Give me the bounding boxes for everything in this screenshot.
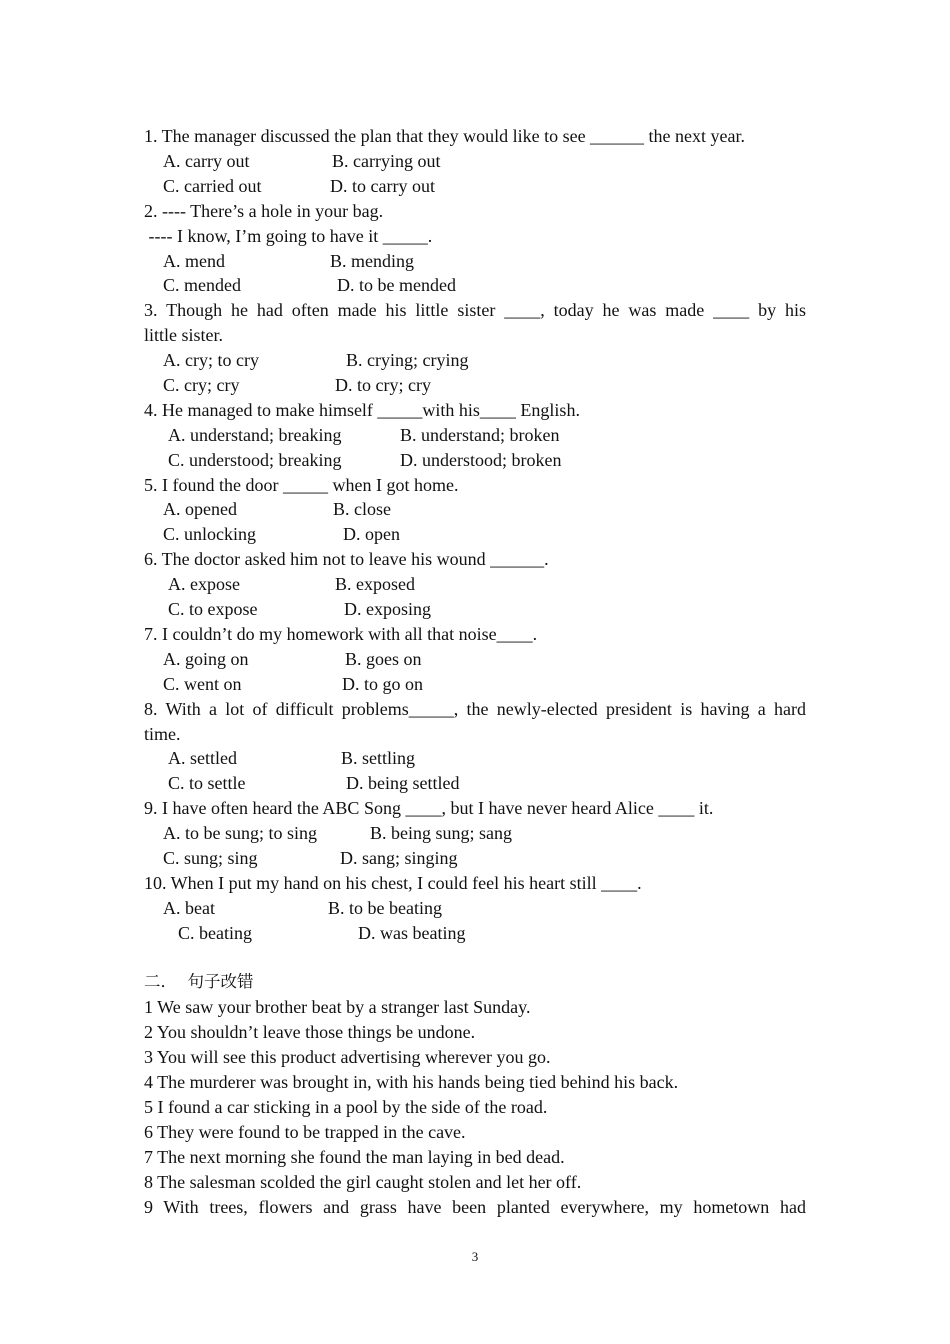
page-number: 3 (471, 1249, 479, 1264)
correction-item: 3 You will see this product advertising wherever you go. (144, 1047, 551, 1068)
question-stem: ---- I know, I’m going to have it _____. (144, 225, 433, 246)
option-c: C. beating (178, 922, 252, 943)
correction-item: 6 They were found to be trapped in the cave. (144, 1121, 466, 1142)
option-a: A. beat (163, 897, 215, 918)
option-a: A. going on (163, 648, 249, 669)
question-3 (144, 298, 806, 398)
option-b: B. mending (330, 250, 414, 271)
correction-item: 9 With trees, flowers and grass have been planted everywhere, my hometown had (144, 1196, 806, 1217)
question-stem: 4. He managed to make himself _____with his____ English. (144, 399, 580, 420)
option-row (144, 497, 806, 522)
option-c: C. went on (163, 673, 242, 694)
question-stem: 6. The doctor asked him not to leave his wound ______. (144, 549, 549, 570)
option-c: C. sung; sing (163, 848, 258, 869)
option-row (144, 821, 806, 846)
option-d: D. sang; singing (340, 848, 458, 869)
option-row (144, 921, 806, 946)
option-row (144, 174, 806, 199)
question-stem: 9. I have often heard the ABC Song ____, but I have never heard Alice ____ it. (144, 798, 714, 819)
option-d: D. to be mended (337, 275, 456, 296)
option-b: B. being sung; sang (370, 823, 512, 844)
question-stem: 8. With a lot of difficult problems_____, the newly-elected president is having a hard (144, 698, 806, 719)
option-row (144, 249, 806, 274)
option-row (144, 771, 806, 796)
question-6 (144, 547, 806, 622)
option-row (144, 149, 806, 174)
option-d: D. to carry out (330, 175, 435, 196)
option-c: C. to expose (168, 599, 258, 620)
option-row (144, 522, 806, 547)
question-stem: 3. Though he had often made his little sister ____, today he was made ____ by his (144, 300, 806, 321)
option-b: B. exposed (335, 574, 415, 595)
option-row (144, 348, 806, 373)
option-a: A. cry; to cry (163, 350, 259, 371)
option-d: D. understood; broken (400, 449, 562, 470)
question-7 (144, 622, 806, 697)
option-row (144, 572, 806, 597)
question-stem: time. (144, 723, 181, 744)
option-c: C. carried out (163, 175, 262, 196)
option-d: D. to cry; cry (335, 374, 431, 395)
option-row (144, 273, 806, 298)
option-b: B. carrying out (332, 150, 441, 171)
question-8 (144, 697, 806, 797)
option-c: C. unlocking (163, 524, 256, 545)
question-stem: 2. ---- There’s a hole in your bag. (144, 200, 384, 221)
question-stem: 10. When I put my hand on his chest, I could feel his heart still ____. (144, 872, 642, 893)
question-2 (144, 199, 806, 299)
question-1 (144, 124, 806, 199)
option-d: D. exposing (344, 599, 431, 620)
correction-item: 4 The murderer was brought in, with his hands being tied behind his back. (144, 1072, 679, 1093)
option-c: C. understood; breaking (168, 449, 342, 470)
option-row (144, 672, 806, 697)
correction-item: 7 The next morning she found the man laying in bed dead. (144, 1146, 565, 1167)
option-d: D. was beating (358, 922, 466, 943)
option-b: B. understand; broken (400, 424, 560, 445)
option-c: C. mended (163, 275, 241, 296)
option-row (144, 423, 806, 448)
option-c: C. to settle (168, 773, 246, 794)
option-a: A. understand; breaking (168, 424, 342, 445)
option-row (144, 647, 806, 672)
option-a: A. to be sung; to sing (163, 823, 318, 844)
option-a: A. expose (168, 574, 240, 595)
question-stem: 1. The manager discussed the plan that they would like to see ______ the next year. (144, 126, 746, 146)
correction-item: 5 I found a car sticking in a pool by the side of the road. (144, 1097, 548, 1118)
option-row (144, 373, 806, 398)
option-row (144, 746, 806, 771)
exercise-content (144, 124, 806, 1220)
option-a: A. carry out (163, 150, 250, 171)
option-row (144, 448, 806, 473)
option-a: A. mend (163, 250, 225, 271)
option-c: C. cry; cry (163, 374, 240, 395)
option-row (144, 896, 806, 921)
question-4 (144, 398, 806, 473)
option-d: D. to go on (342, 673, 423, 694)
option-a: A. opened (163, 499, 237, 520)
question-10 (144, 871, 806, 946)
option-b: B. crying; crying (346, 350, 469, 371)
question-stem: 7. I couldn’t do my homework with all that noise____. (144, 623, 538, 644)
question-9 (144, 796, 806, 871)
correction-item: 2 You shouldn’t leave those things be undone. (144, 1022, 476, 1043)
option-d: D. being settled (346, 773, 460, 794)
option-b: B. settling (341, 748, 416, 769)
option-row (144, 597, 806, 622)
option-a: A. settled (168, 748, 237, 769)
option-b: B. to be beating (328, 897, 442, 918)
section-title: 二． 句子改错 (144, 972, 254, 992)
section-error-correction (144, 970, 806, 1219)
correction-item: 1 We saw your brother beat by a stranger last Sunday. (144, 997, 531, 1018)
correction-item: 8 The salesman scolded the girl caught stolen and let her off. (144, 1171, 582, 1192)
option-row (144, 846, 806, 871)
question-5 (144, 473, 806, 548)
option-b: B. close (333, 499, 391, 520)
option-d: D. open (343, 524, 400, 545)
option-b: B. goes on (345, 648, 422, 669)
question-stem: little sister. (144, 325, 223, 346)
question-stem: 5. I found the door _____ when I got home. (144, 474, 459, 495)
